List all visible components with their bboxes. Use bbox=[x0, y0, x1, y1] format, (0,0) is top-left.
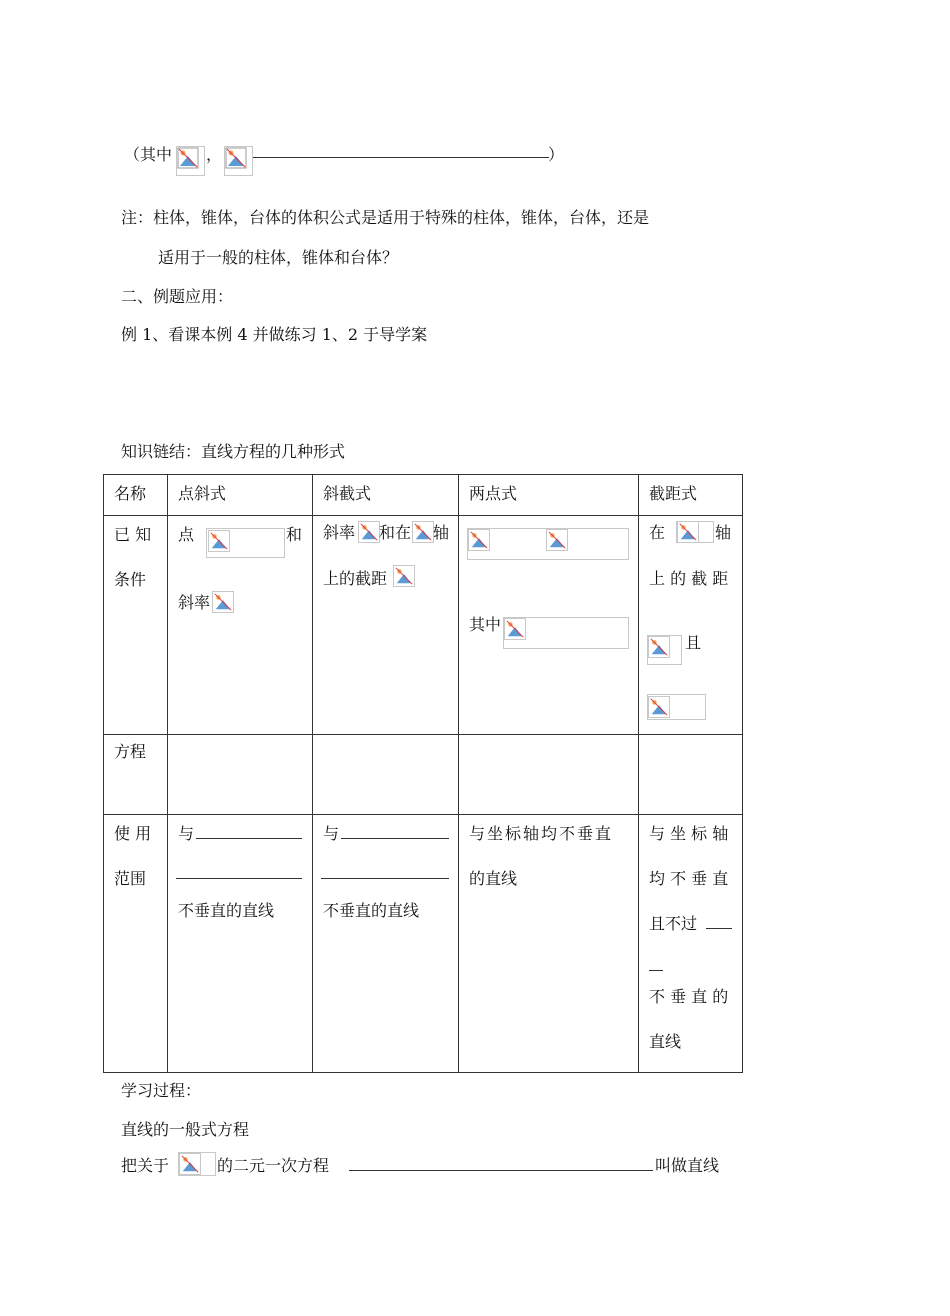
knowledge-title: 知识链结：直线方程的几种形式 bbox=[121, 442, 346, 461]
blank-line bbox=[253, 157, 549, 158]
tp-scope-line-2: 的直线 bbox=[469, 869, 518, 888]
intro-comma: ， bbox=[206, 145, 223, 164]
broken-image-icon bbox=[224, 146, 253, 176]
known-label-b: 条件 bbox=[114, 570, 147, 589]
note-line-2: 适用于一般的柱体，锥体和台体？ bbox=[158, 248, 399, 267]
ps-scope-with: 与 bbox=[178, 824, 195, 843]
tp-where-text: 其中 bbox=[469, 615, 502, 634]
ic-scope-line-3: 且不过 bbox=[649, 914, 698, 933]
scope-label-b: 范围 bbox=[114, 869, 147, 888]
equation-point-slope bbox=[168, 735, 313, 815]
known-label-a: 已 知 bbox=[114, 525, 152, 544]
process-line-a: 把关于 bbox=[121, 1156, 170, 1175]
equation-label: 方程 bbox=[114, 742, 147, 761]
blank-line bbox=[196, 838, 302, 839]
intro-close: ） bbox=[548, 145, 565, 164]
ps-slope-text: 斜率 bbox=[178, 593, 211, 612]
header-name: 名称 bbox=[114, 484, 147, 503]
ic-scope-line-5: 直线 bbox=[649, 1032, 682, 1051]
broken-image-icon bbox=[648, 696, 670, 718]
ic-scope-line-4: 不 垂 直 的 bbox=[649, 987, 729, 1006]
ic-scope-line-2: 均 不 垂 直 bbox=[649, 869, 729, 888]
ps-and-text: 和 bbox=[286, 525, 303, 544]
broken-image-icon bbox=[648, 636, 670, 658]
equation-slope-intercept bbox=[313, 735, 459, 815]
si-and-at-text: 和在 bbox=[379, 523, 412, 542]
broken-image-icon bbox=[468, 529, 490, 551]
broken-image-icon bbox=[393, 565, 415, 587]
note-line-1: 注：柱体，锥体，台体的体积公式是适用于特殊的柱体，锥体，台体，还是 bbox=[121, 208, 650, 227]
example-1: 例 1、看课本例 4 并做练习 1、2 于导学案 bbox=[121, 325, 428, 344]
broken-image-icon bbox=[677, 521, 699, 543]
ic-at-text: 在 bbox=[649, 523, 666, 542]
si-slope-text: 斜率 bbox=[323, 523, 356, 542]
ic-intercept-text: 上 的 截 距 bbox=[649, 569, 729, 588]
broken-image-icon bbox=[179, 1153, 201, 1175]
line-equation-forms-table bbox=[103, 474, 743, 1073]
header-point-slope: 点斜式 bbox=[178, 484, 227, 503]
ic-scope-line-1: 与 坐 标 轴 bbox=[649, 824, 729, 843]
blank-line bbox=[349, 1170, 653, 1171]
blank-line bbox=[706, 928, 732, 929]
ps-point-text: 点 bbox=[178, 525, 195, 544]
si-intercept-text: 上的截距 bbox=[323, 569, 388, 588]
ic-axis-text: 轴 bbox=[715, 523, 732, 542]
blank-line bbox=[176, 878, 302, 879]
si-scope-not-perp: 不垂直的直线 bbox=[323, 901, 420, 920]
header-intercept: 截距式 bbox=[649, 484, 698, 503]
si-scope-with: 与 bbox=[323, 824, 340, 843]
broken-image-icon bbox=[176, 146, 205, 176]
process-line-b: 的二元一次方程 bbox=[217, 1156, 330, 1175]
section-heading: 二、例题应用： bbox=[121, 287, 234, 306]
blank-line bbox=[321, 878, 449, 879]
broken-image-icon bbox=[546, 529, 568, 551]
broken-image-icon bbox=[412, 521, 434, 543]
ic-and-text: 且 bbox=[685, 633, 702, 652]
header-slope-intercept: 斜截式 bbox=[323, 484, 372, 503]
blank-line bbox=[341, 838, 449, 839]
broken-image-icon bbox=[504, 618, 526, 640]
process-subheading: 直线的一般式方程 bbox=[121, 1120, 250, 1139]
broken-image-icon bbox=[212, 591, 234, 613]
process-line-c: 叫做直线 bbox=[655, 1156, 720, 1175]
ps-scope-not-perp: 不垂直的直线 bbox=[178, 901, 275, 920]
broken-image-icon bbox=[208, 530, 230, 552]
equation-two-point bbox=[459, 735, 639, 815]
broken-image-icon bbox=[358, 521, 380, 543]
header-two-point: 两点式 bbox=[469, 484, 518, 503]
blank-line bbox=[649, 970, 663, 971]
tp-scope-line-1: 与坐标轴均不垂直 bbox=[469, 824, 614, 843]
intro-open: （其中 bbox=[124, 145, 173, 164]
process-heading: 学习过程： bbox=[121, 1081, 202, 1100]
scope-label-a: 使 用 bbox=[114, 824, 152, 843]
si-axis-text: 轴 bbox=[433, 523, 450, 542]
equation-intercept bbox=[639, 735, 743, 815]
